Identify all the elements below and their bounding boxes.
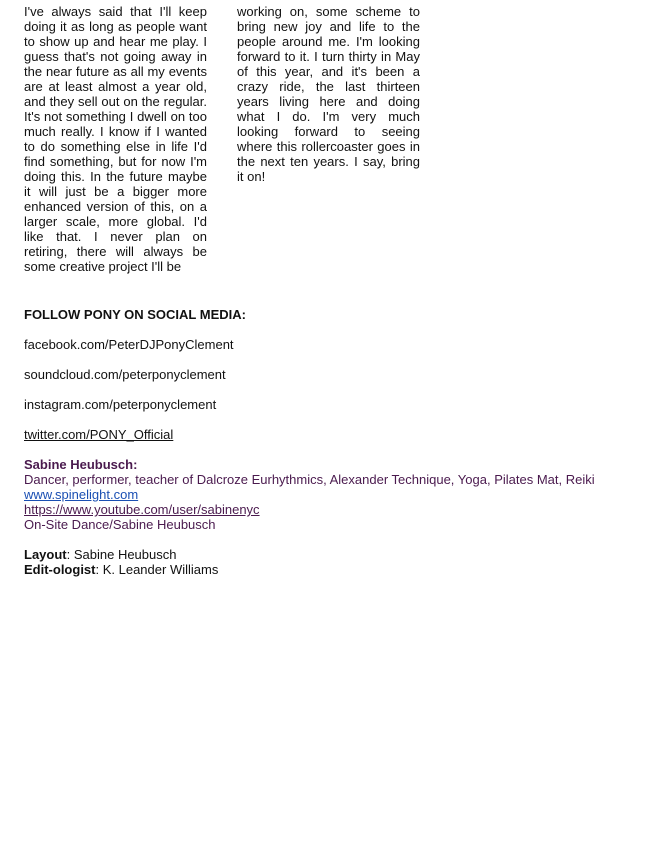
youtube-link[interactable]: https://www.youtube.com/user/sabinenyc	[24, 502, 260, 517]
editor-value: : K. Leander Williams	[95, 562, 219, 577]
facebook-link[interactable]: facebook.com/PeterDJPonyClement	[24, 337, 234, 352]
soundcloud-link[interactable]: soundcloud.com/peterponyclement	[24, 367, 226, 382]
article-column-left: I've always said that I'll keep doing it as long as people want to show up and hear me play. I guess that's not going away in the near future as all my events are at least almost a year old, and they sell out on the regular. It's not something I dwell on too much really. I know if I wanted to do something else in life I'd find something, but for now I'm doing this. In the future maybe it will just be a bigger more enhanced version of this, on a larger scale, more global. I'd like that. I never plan on retiring, there will always be some creative project I'll be	[24, 4, 207, 274]
layout-value: : Sabine Heubusch	[66, 547, 177, 562]
layout-credit	[24, 547, 218, 562]
editor-label: Edit-ologist	[24, 562, 96, 577]
editor-credit	[24, 562, 218, 577]
contributor-description: Dancer, performer, teacher of Dalcroze Eurhythmics, Alexander Technique, Yoga, Pilates Mat, Reiki	[24, 472, 595, 487]
photo-credit: On-Site Dance/Sabine Heubusch	[24, 517, 216, 532]
staff-credits	[24, 547, 218, 577]
social-heading: FOLLOW PONY ON SOCIAL MEDIA:	[24, 307, 246, 322]
instagram-link[interactable]: instagram.com/peterponyclement	[24, 397, 217, 412]
contributor-credit	[24, 457, 595, 532]
article-column-right: working on, some scheme to bring new joy and life to the people around me. I'm looking forward to it. I turn thirty in May of this year, and it's been a crazy ride, the last thirteen years living here and doing what I do. I'm very much looking forward to seeing where this rollercoaster goes in the next ten years. I say, bring it on!	[237, 4, 420, 184]
contributor-name: Sabine Heubusch:	[24, 457, 138, 472]
layout-label: Layout	[24, 547, 67, 562]
twitter-link[interactable]: twitter.com/PONY_Official	[24, 427, 174, 442]
website-link[interactable]: www.spinelight.com	[24, 487, 139, 502]
